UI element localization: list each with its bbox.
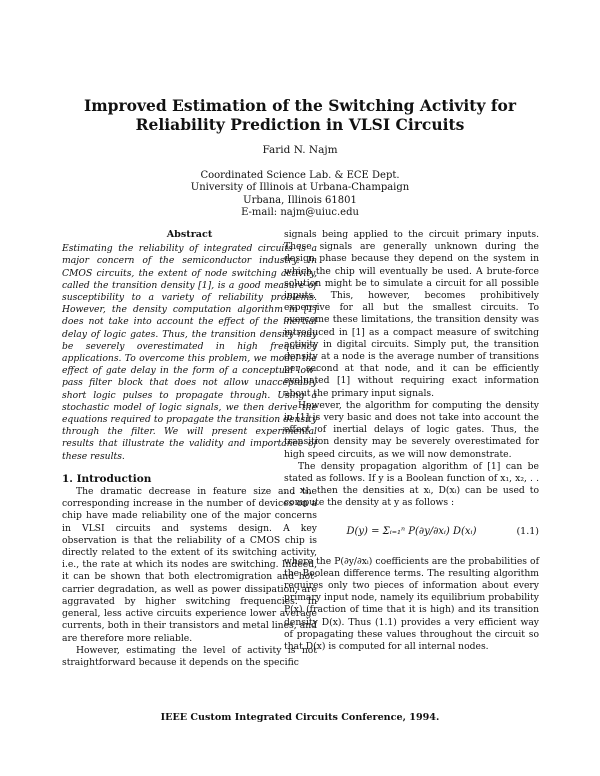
title-line-1: Improved Estimation of the Switching Activity for [83,96,517,115]
affiliation-line: Urbana, Illinois 61801 [243,194,357,206]
abstract-text: Estimating the reliability of integrated circuits is a major concern of the semiconductor industry. In CMOS circuits, the extent of node switching activity, called the transition density [1], is a good measure of susceptibility to a variety of reliability problems. However, the density computation algorithm in [1] does not take into account the effect of the inertial delay of logic gates. Thus, the transition density may be severely overestimated in high frequency applications. To overcome this problem, we model the effect of gate delay in the form of a conceptual low-pass filter block that does not allow unacceptably short logic pulses to propagate through. Using a stochastic model of logic signals, we then derive the equations required to propagate the transition density through the filter. We will present experimental results that illustrate the validity and importance of these results. [62,243,317,462]
body-paragraph: However, the algorithm for computing the density in [1] is very basic and does not take into account the effect of inertial delays of logic gates. Thus, the transition density may be severely overestimated for high speed circuits, as we will now demonstrate. [284,399,539,460]
intro-paragraph: The dramatic decrease in feature size and the corresponding increase in the number of devices on a chip have made reliability one of the major concerns in VLSI circuits and systems design. A key observation is that the reliability of a CMOS chip is directly related to the extent of its switching activity, i.e., the rate at which its nodes are switching. Indeed, it can be shown that both electromigration and hot-carrier degradation, as well as power dissipation, are aggravated by higher switching frequencies. In general, less active circuits experience lower average currents, both in their transistors and metal lines, and are therefore more reliable. [62,486,317,644]
body-paragraph: The density propagation algorithm of [1] can be stated as follows. If y is a Boolean function of x₁, x₂, . . . , xₙ, then the densities at xᵢ, D(xᵢ) can be used to compute the density at y as follows : [284,460,539,509]
conference-footer: IEEE Custom Integrated Circuits Conference, 1994. [160,712,440,723]
affiliation-block [0,170,600,219]
introduction-heading: 1. Introduction [62,472,152,485]
paper-title [0,96,600,134]
title-line-2: Reliability Prediction in VLSI Circuits [135,115,465,134]
abstract-heading: Abstract [166,229,213,240]
right-column [284,229,539,653]
body-paragraph: signals being applied to the circuit primary inputs. These signals are generally unknown during the design phase because they depend on the system in which the chip will eventually be used. A brute-force solution might be to simulate a circuit for all possible inputs. This, however, becomes prohibitively expensive for all but the smallest circuits. To overcome these limitations, the transition density was introduced in [1] as a compact measure of switching activity in digital circuits. Simply put, the transition density at a node is the average number of transitions per second at that node, and it can be efficiently evaluated [1] without requiring exact information about the primary input signals. [284,229,539,399]
equation-1-1 [284,512,539,552]
affiliation-email: E-mail: najm@uiuc.edu [241,206,359,218]
equation-number: (1.1) [516,525,539,537]
body-paragraph: where the P(∂y/∂xᵢ) coefficients are the probabilities of the Boolean difference terms. The resulting algorithm requires only two pieces of information about every primary input node, namely its equilibrium probability P(x) (fraction of time that it is high) and its transition density D(x). Thus (1.1) provides a very efficient way of propagating these values throughout the circuit so that D(x) is computed for all internal nodes. [284,555,539,653]
affiliation-line: Coordinated Science Lab. & ECE Dept. [200,170,400,181]
equation-expression: D(y) = Σᵢ₌₁ⁿ P(∂y/∂xᵢ) D(xᵢ) [346,525,477,537]
affiliation-line: University of Illinois at Urbana-Champaign [190,182,410,194]
author-name: Farid N. Najm [262,144,338,156]
left-column [62,229,317,669]
intro-paragraph: However, estimating the level of activity is not straightforward because it depends on the specific [62,644,317,668]
